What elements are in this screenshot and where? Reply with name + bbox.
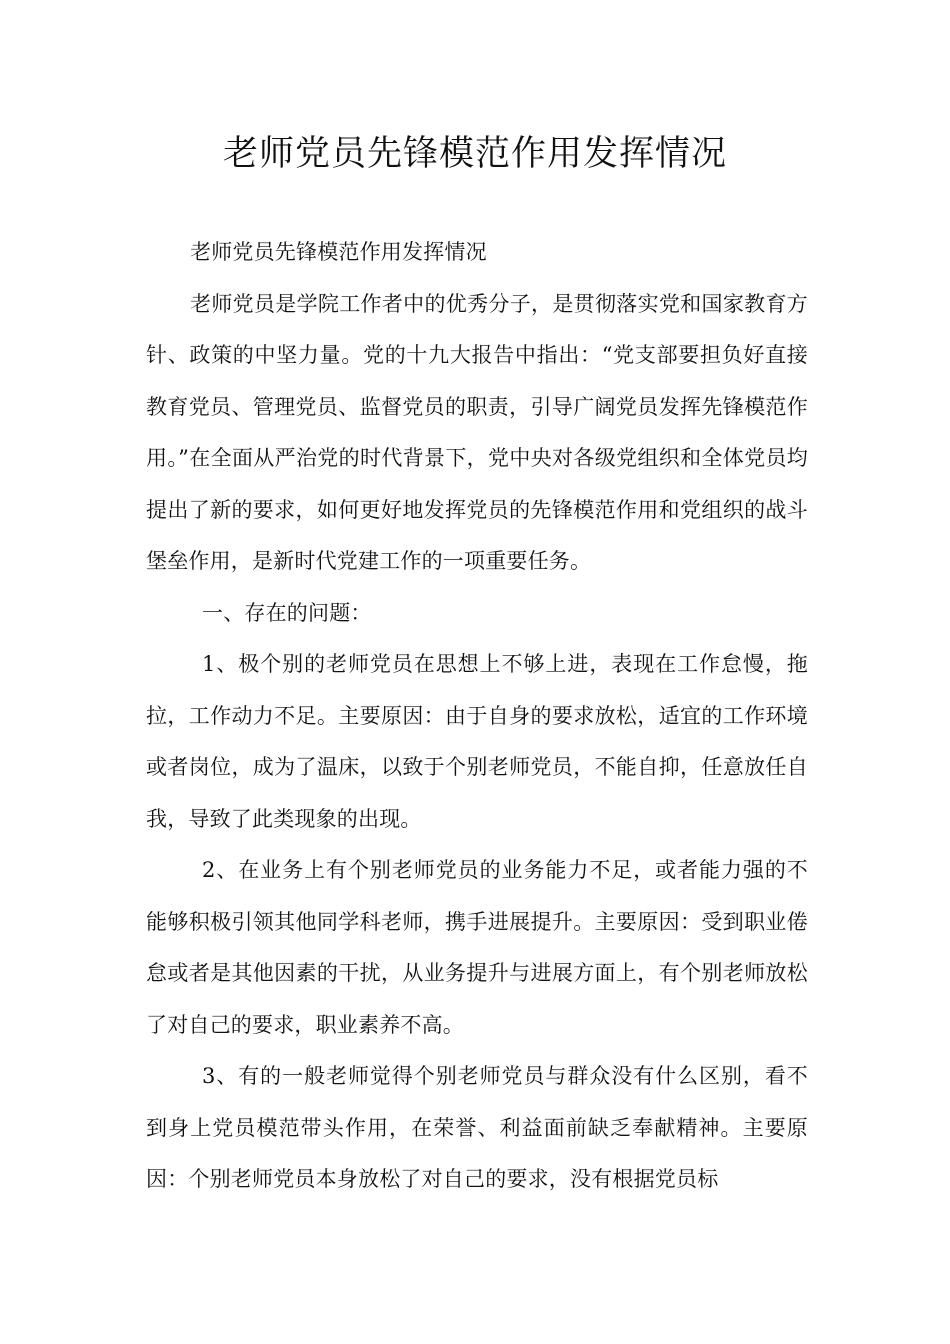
paragraph-intro: 老师党员是学院工作者中的优秀分子，是贯彻落实党和国家教育方针、政策的中坚力量。党的十九大报告中指出：“党支部要担负好直接教育党员、管理党员、监督党员的职责，引导广阔党员发挥先锋模范作用。”在全面从严治党的时代背景下，党中央对各级党组织和全体党员均提出了新的要求，如何更好地发挥党员的先锋模范作用和党组织的战斗堡垒作用，是新时代党建工作的一项重要任务。 (146, 291, 808, 573)
document-title: 老师党员先锋模范作用发挥情况 (222, 134, 727, 174)
paragraph-problem-3: 3、有的一般老师觉得个别老师党员与群众没有什么区别，看不到身上党员模范带头作用，在荣誉、利益面前缺乏奉献精神。主要原因：个别老师党员本身放松了对自己的要求，没有根据党员标 (146, 1064, 808, 1191)
paragraph-problem-2: 2、在业务上有个别老师党员的业务能力不足，或者能力强的不能够积极引领其他同学科老师，携手进展提升。主要原因：受到职业倦怠或者是其他因素的干扰，从业务提升与进展方面上，有个别老师放松了对自己的要求，职业素养不高。 (146, 858, 808, 1037)
paragraph-problem-1: 1、极个别的老师党员在思想上不够上进，表现在工作怠慢，拖拉，工作动力不足。主要原因：由于自身的要求放松，适宜的工作环境或者岗位，成为了温床，以致于个别老师党员，不能自抑，任意放任自我，导致了此类现象的出现。 (146, 652, 808, 831)
paragraph-section-heading: 一、存在的问题： (202, 600, 372, 625)
document-body (146, 227, 808, 1206)
paragraph-subtitle: 老师党员先锋模范作用发挥情况 (190, 240, 487, 264)
